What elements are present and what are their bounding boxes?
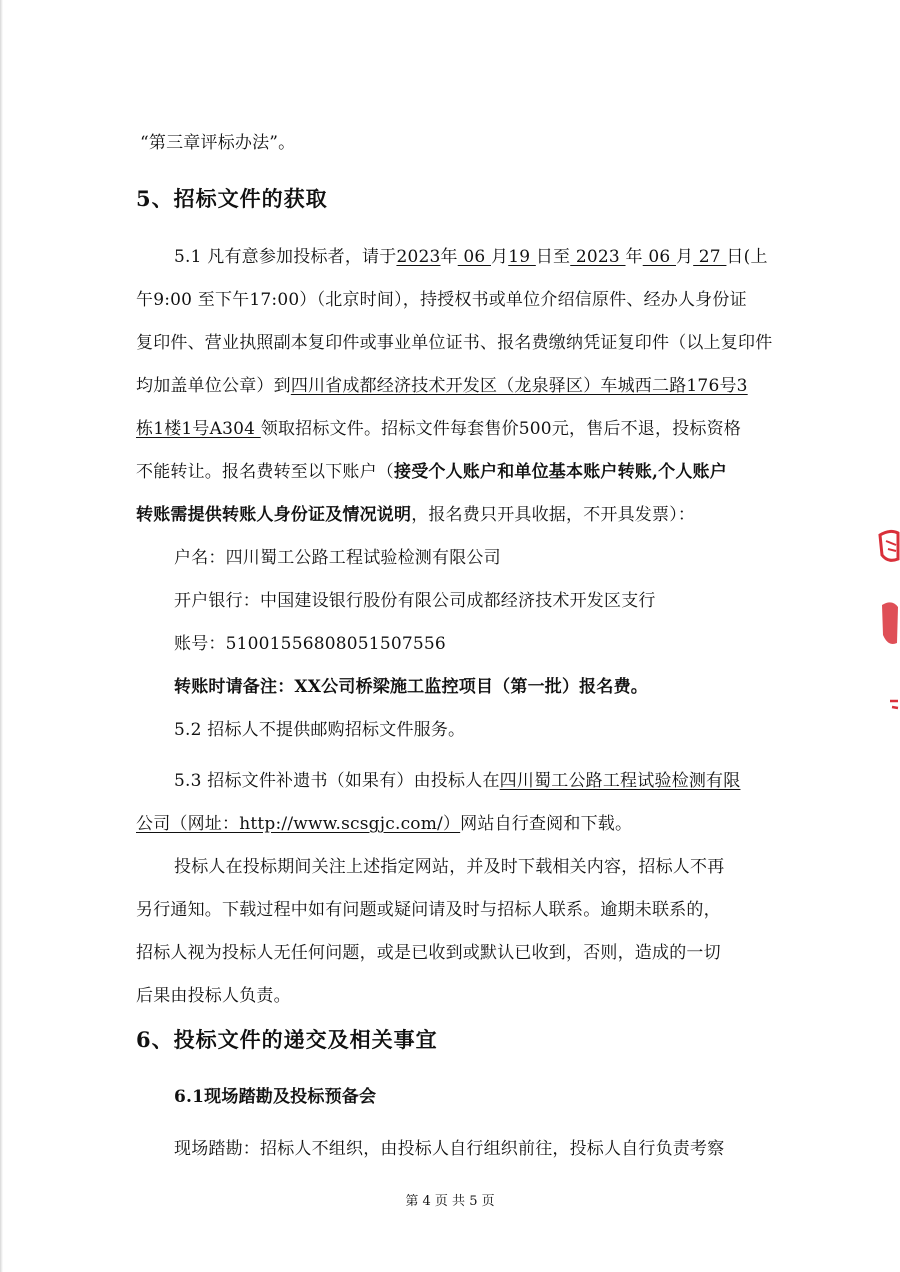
seal-stroke: [886, 541, 896, 551]
seal-stroke: [880, 531, 898, 560]
bold-text: 接受个人账户和单位基本账户转账,个人账户: [394, 462, 727, 482]
notice-line-2: 另行通知。下载过程中如有问题或疑问请及时与招标人联系。逾期未联系的，: [136, 900, 721, 920]
section-heading-6: 6、投标文件的递交及相关事宜: [136, 1027, 438, 1052]
transfer-remark: 转账时请备注：XX公司桥梁施工监控项目（第一批）报名费。: [174, 677, 648, 697]
text-run: “第三章评标办法”。: [140, 133, 296, 153]
seal-stroke: [890, 701, 898, 708]
text-run: 日至: [535, 247, 571, 267]
paragraph-5-1-line-2: 午9:00 至下午17:00）（北京时间），持授权书或单位介绍信原件、经办人身份证: [136, 290, 747, 310]
text-run: 月: [490, 247, 509, 267]
year-end: 2023: [570, 247, 626, 267]
month-end: 06: [642, 247, 676, 267]
paragraph-5-3-line-1: [174, 768, 740, 794]
text-run: 日(上: [726, 247, 768, 267]
seal-stroke: [882, 602, 898, 644]
paragraph-5-1-line-7: [136, 502, 695, 528]
text-line: [140, 130, 295, 156]
scan-edge: [0, 0, 3, 1272]
company-underlined: 四川蜀工公路工程试验检测有限: [499, 771, 741, 791]
text-run: 均加盖单位公章）到: [136, 376, 291, 396]
section-heading-5: 5、招标文件的获取: [136, 186, 328, 211]
month-start: 06: [457, 247, 491, 267]
site-visit-line: 现场踏勘：招标人不组织，由投标人自行组织前往，投标人自行负责考察: [174, 1139, 725, 1159]
bold-text: 转账需提供转账人身份证及情况说明: [136, 505, 412, 525]
account-name: 户名：四川蜀工公路工程试验检测有限公司: [174, 548, 501, 568]
text-run: 5.3 招标文件补遗书（如果有）由投标人在: [174, 771, 500, 791]
notice-line-4: 后果由投标人负责。: [136, 986, 291, 1006]
text-run: 不能转让。报名费转至以下账户（: [136, 462, 394, 482]
text-run: 年: [625, 247, 643, 267]
paragraph-5-1-line-4: [136, 373, 748, 399]
seal-stamp-fragment: [870, 515, 900, 715]
notice-line-3: 招标人视为投标人无任何问题，或是已收到或默认已收到，否则，造成的一切: [136, 943, 721, 963]
text-run: 网站自行查阅和下载。: [460, 814, 633, 834]
day-start: 19: [508, 247, 536, 267]
text-run: 领取招标文件。招标文件每套售价500元，售后不退，投标资格: [260, 419, 742, 439]
text-run: 年: [440, 247, 458, 267]
notice-line-1: 投标人在投标期间关注上述指定网站，并及时下载相关内容，招标人不再: [174, 857, 725, 877]
website-underlined: 公司（网址：http://www.scsgjc.com/）: [136, 814, 461, 834]
text-run: ，报名费只开具收据，不开具发票）：: [411, 505, 696, 525]
paragraph-5-2: 5.2 招标人不提供邮购招标文件服务。: [174, 720, 466, 740]
page-footer: 第 4 页 共 5 页: [405, 1194, 495, 1209]
subsection-heading-6-1: 6.1现场踏勘及投标预备会: [174, 1087, 377, 1107]
account-bank: 开户银行：中国建设银行股份有限公司成都经济技术开发区支行: [174, 591, 656, 611]
account-number: 账号：51001556808051507556: [174, 634, 446, 654]
paragraph-5-1-line-6: [136, 459, 727, 485]
day-end: 27: [693, 247, 727, 267]
paragraph-5-3-line-2: [136, 811, 632, 837]
paragraph-5-1-line-5: [136, 416, 741, 442]
paragraph-5-1-line-1: [174, 244, 768, 270]
address-underlined: 四川省成都经济技术开发区（龙泉驿区）车城西二路176号3: [290, 376, 748, 396]
text-run: 月: [675, 247, 694, 267]
paragraph-5-1-line-3: 复印件、营业执照副本复印件或事业单位证书、报名费缴纳凭证复印件（以上复印件: [136, 333, 773, 353]
address-underlined: 栋1楼1号A304: [136, 419, 261, 439]
year-start: 2023: [396, 247, 441, 267]
text-run: 5.1 凡有意参加投标者，请于: [174, 247, 397, 267]
